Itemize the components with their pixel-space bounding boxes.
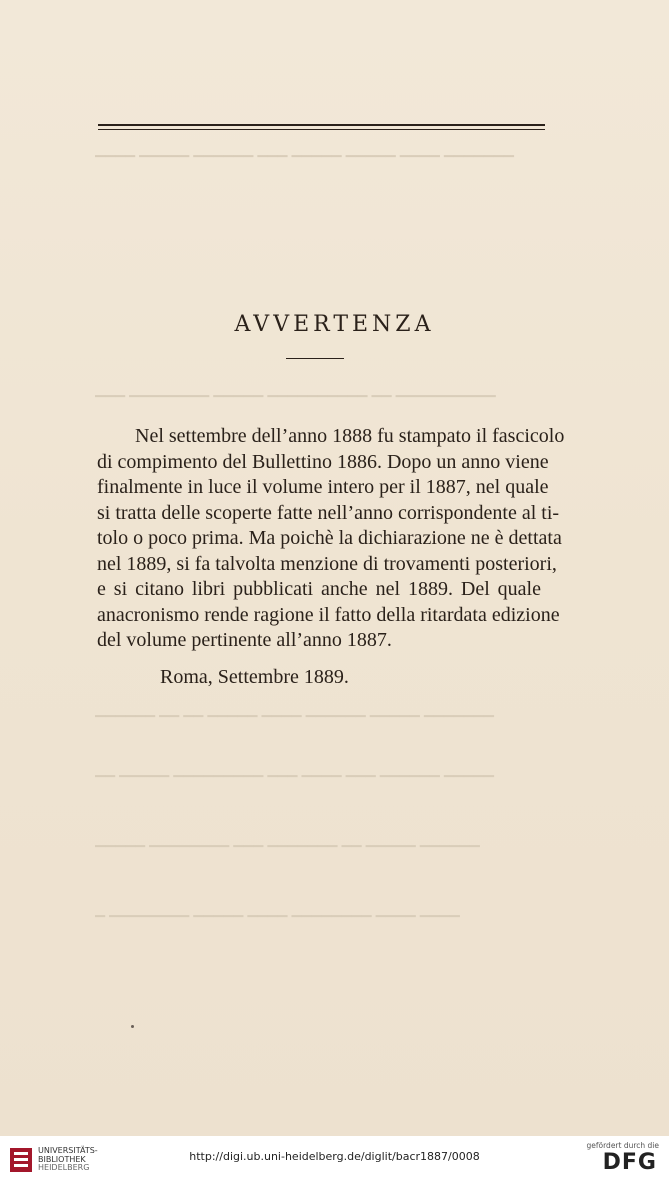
paragraph-line: tolo o poco prima. Ma poichè la dichiarazione ne è dettata: [97, 527, 562, 549]
paragraph-line: finalmente in luce il volume intero per il 1887, nel quale: [97, 476, 549, 498]
show-through-texture: ▁▁▁▁▁▁ ▁▁ ▁▁ ▁▁▁▁▁ ▁▁▁▁ ▁▁▁▁▁▁ ▁▁▁▁▁ ▁▁▁▁▁▁▁: [95, 703, 494, 718]
paragraph-line: nel 1889, si fa talvolta menzione di trovamenti posteriori,: [97, 552, 557, 575]
place-date-signature: Roma, Settembre 1889.: [160, 666, 349, 688]
paper-speck: [131, 1025, 134, 1028]
library-name-line: UNIVERSITÄTS-: [38, 1146, 98, 1155]
show-through-texture: ▁ ▁▁▁▁▁▁▁▁ ▁▁▁▁▁ ▁▁▁▁ ▁▁▁▁▁▁▁▁ ▁▁▁▁ ▁▁▁▁: [95, 903, 460, 918]
funded-by-label: gefördert durch die: [586, 1141, 659, 1150]
dfg-logo: DFG: [602, 1150, 657, 1175]
show-through-texture: ▁▁▁▁▁ ▁▁▁▁▁▁▁▁ ▁▁▁ ▁▁▁▁▁▁▁ ▁▁ ▁▁▁▁▁ ▁▁▁▁▁▁: [95, 833, 480, 848]
top-rule: [98, 124, 545, 130]
page-heading: AVVERTENZA: [234, 312, 435, 337]
show-through-texture: ▁▁ ▁▁▁▁▁ ▁▁▁▁▁▁▁▁▁ ▁▁▁ ▁▁▁▁ ▁▁▁ ▁▁▁▁▁▁ ▁▁▁▁▁: [95, 763, 494, 778]
paragraph-line: di compimento del Bullettino 1886. Dopo un anno viene: [97, 450, 549, 473]
notice-paragraph: [97, 424, 565, 654]
heading-rule: [286, 358, 344, 359]
paragraph-line: Nel settembre dell’anno 1888 fu stampato il fascicolo: [135, 425, 565, 447]
paragraph-line: si tratta delle scoperte fatte nell’anno corrispondente al ti-: [97, 501, 560, 524]
permalink-url[interactable]: http://digi.ub.uni-heidelberg.de/diglit/bacr1887/0008: [189, 1150, 480, 1163]
paragraph-line: anacronismo rende ragione il fatto della ritardata edizione: [97, 603, 560, 626]
library-name-line: HEIDELBERG: [38, 1163, 90, 1172]
viewer-footer: [0, 1136, 669, 1185]
show-through-texture: ▁▁▁ ▁▁▁▁▁▁▁▁ ▁▁▁▁▁ ▁▁▁▁▁▁▁▁▁▁ ▁▁ ▁▁▁▁▁▁▁▁▁▁: [95, 383, 496, 398]
show-through-texture: ▁▁▁▁ ▁▁▁▁▁ ▁▁▁▁▁▁ ▁▁▁ ▁▁▁▁▁ ▁▁▁▁▁ ▁▁▁▁ ▁▁▁▁▁▁▁: [95, 143, 514, 158]
library-name-line: BIBLIOTHEK: [38, 1154, 86, 1164]
paragraph-line: del volume pertinente all’anno 1887.: [97, 629, 392, 651]
paragraph-line: e si citano libri pubblicati anche nel 1889. Del quale: [97, 578, 541, 600]
